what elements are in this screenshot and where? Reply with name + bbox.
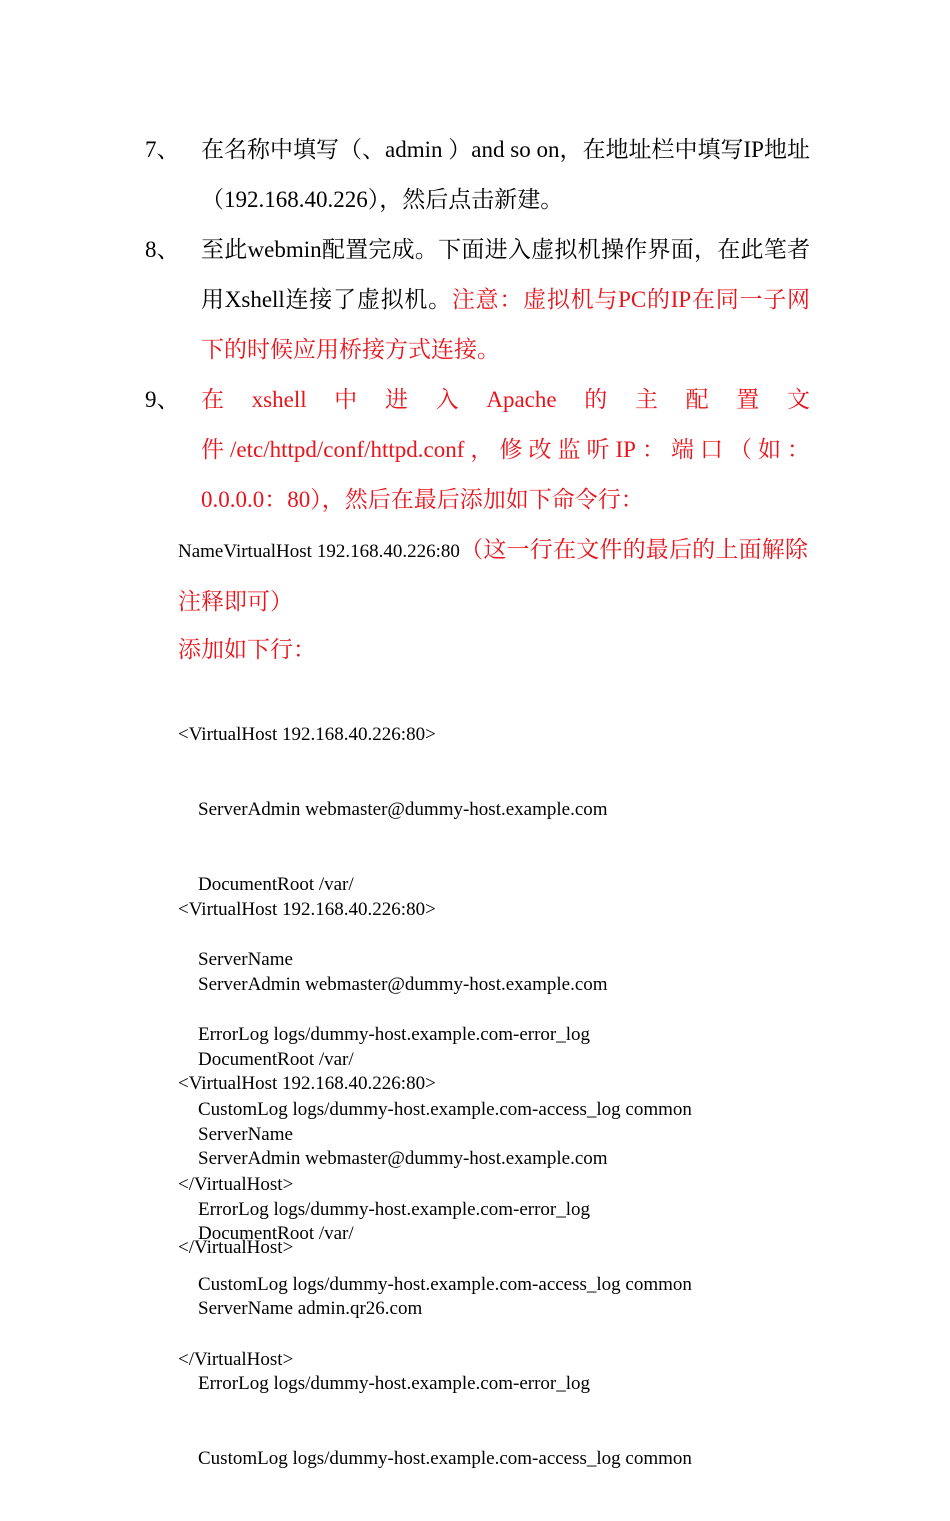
namevirtualhost-code: NameVirtualHost 192.168.40.226:80 [178,541,460,562]
vhost-server-admin: ServerAdmin webmaster@dummy-host.example.com [198,1148,608,1169]
vhost-error-log: ErrorLog logs/dummy-host.example.com-error_log [198,1024,591,1045]
vhost-close-tag: </VirtualHost> [178,1349,294,1370]
list-number: 9、 [145,387,180,412]
list-item-7 [145,125,810,225]
item-text: 至此webmin配置完成。下面进入虚拟机操作界面，在此笔者用Xshell连接了虚拟机。 [201,237,810,312]
vhost-server-name: ServerName [198,949,293,970]
vhost-custom-log: CustomLog logs/dummy-host.example.com-access_log common [198,1274,692,1295]
add-lines-label: 添加如下行： [178,637,316,662]
vhost-open-tag: <VirtualHost 192.168.40.226:80> [178,899,436,920]
vhost-error-log: ErrorLog logs/dummy-host.example.com-error_log [198,1199,591,1220]
list-item-8 [145,225,810,375]
vhost-error-log: ErrorLog logs/dummy-host.example.com-error_log [198,1373,591,1394]
vhost-document-root: DocumentRoot /var/ [198,874,354,895]
list-item-text [201,225,810,375]
list-number: 7、 [145,137,180,162]
vhost-server-admin: ServerAdmin webmaster@dummy-host.example.com [198,799,608,820]
list-item-text [201,125,810,225]
vhost-close-tag: </VirtualHost> [178,1174,294,1195]
item-warning-text: 注意：虚拟机与PC的IP在同一子网下的时候应用桥接方式连接。 [201,287,810,362]
item-instruction-text: 在xshell中进入Apache的主配置文件/etc/httpd/conf/httpd.conf，修改监听IP：端口（如：0.0.0.0：80），然后在最后添加如下命令行： [201,387,810,512]
vhost-custom-log: CustomLog logs/dummy-host.example.com-access_log common [198,1448,692,1469]
namevirtualhost-paragraph [178,525,808,627]
vhost-server-admin: ServerAdmin webmaster@dummy-host.example.com [198,974,608,995]
vhost-open-tag: <VirtualHost 192.168.40.226:80> [178,1073,436,1094]
vhost-document-root: DocumentRoot /var/ [198,1049,354,1070]
vhost-close-tag: </VirtualHost> [178,1237,294,1258]
list-number: 8、 [145,237,180,262]
list-item-text [201,375,810,525]
item-text: 在名称中填写（、admin ）and so on，在地址栏中填写IP地址（192.168.40.226），然后点击新建。 [201,137,810,212]
vhost-open-tag: <VirtualHost 192.168.40.226:80> [178,724,436,745]
vhost-server-name: ServerName admin.qr26.com [198,1298,423,1319]
vhost-document-root: DocumentRoot /var/ [198,1223,354,1244]
vhost-block-3-close [178,1185,878,1310]
vhost-server-name: ServerName [198,1124,293,1145]
list-item-9 [145,375,810,525]
vhost-custom-log: CustomLog logs/dummy-host.example.com-access_log common [198,1099,692,1120]
namevirtualhost-note: （这一行在文件的最后的上面解除注释即可） [178,537,808,614]
